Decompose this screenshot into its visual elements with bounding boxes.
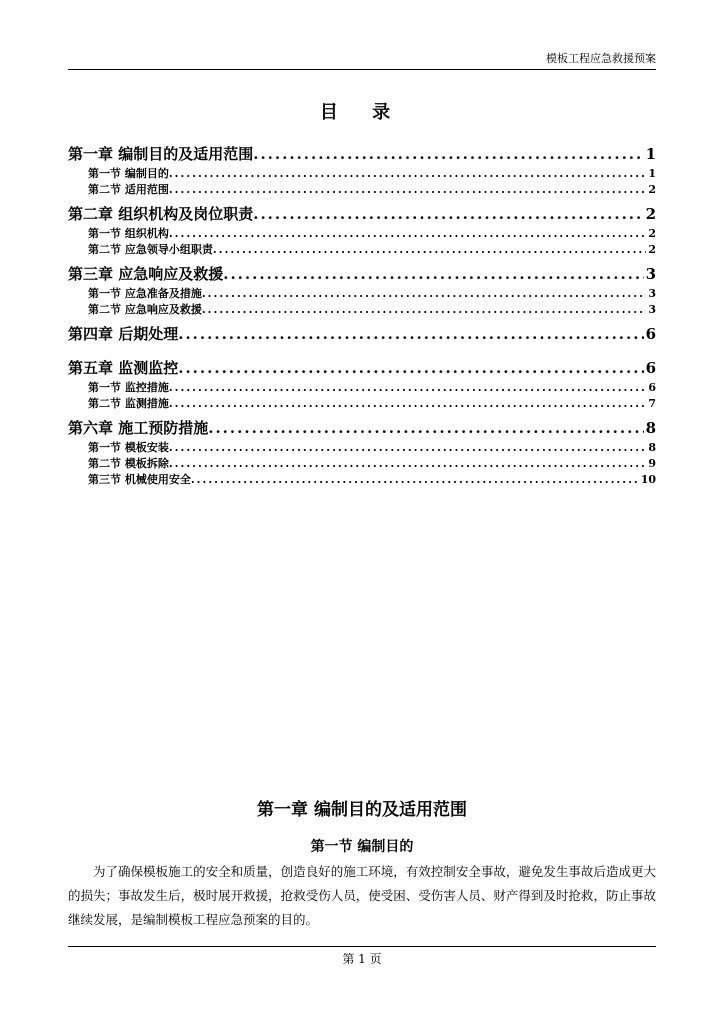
- toc-page-number: 7: [648, 397, 656, 410]
- toc-leader-dots: [169, 440, 647, 456]
- body-paragraph: 为了确保模板施工的安全和质量，创造良好的施工环境，有效控制安全事故，避免发生事故后造成更大的损失；事故发生后，极时展开救援，抢救受伤人员，使受困、受伤害人员、财产得到及时抢救，防止事故继续发展，是编制模板工程应急预案的目的。: [68, 864, 656, 927]
- toc-chapter-3[interactable]: [68, 262, 656, 286]
- toc-page-number: 6: [645, 325, 656, 343]
- toc-section-6-3[interactable]: [68, 472, 656, 488]
- toc-page-number: 2: [648, 227, 656, 240]
- toc-section-label: 第一节 模板安装: [88, 441, 169, 454]
- toc-leader-dots: [169, 396, 647, 412]
- toc-leader-dots: [169, 380, 647, 396]
- toc-chapter-label: 第四章 后期处理: [68, 325, 179, 343]
- toc-page-number: 2: [645, 205, 656, 223]
- toc-page-number: 6: [648, 381, 656, 394]
- toc-leader-dots: [178, 322, 643, 346]
- toc-section-label: 第二节 模板拆除: [88, 457, 169, 470]
- toc-section-label: 第二节 监测措施: [88, 397, 169, 410]
- footer-page-label: 第 1 页: [342, 952, 382, 966]
- toc-section-5-1[interactable]: [68, 380, 656, 396]
- toc-chapter-label: 第六章 施工预防措施: [68, 419, 209, 437]
- toc-title: 目 录: [319, 102, 405, 123]
- toc-section-1-2[interactable]: [68, 182, 656, 198]
- toc-section-label: 第二节 应急领导小组职责: [88, 243, 213, 256]
- toc-leader-dots: [253, 202, 643, 226]
- toc-section-label: 第一节 组织机构: [88, 227, 169, 240]
- toc-chapter-label: 第五章 监测监控: [68, 359, 179, 377]
- toc-section-6-1[interactable]: [68, 440, 656, 456]
- toc-chapter-2[interactable]: [68, 202, 656, 226]
- toc-section-2-2[interactable]: [68, 242, 656, 258]
- toc-page-number: 1: [645, 145, 656, 163]
- chapter-heading: 第一章 编制目的及适用范围: [257, 800, 467, 820]
- toc-leader-dots: [202, 302, 647, 318]
- toc-leader-dots: [178, 356, 643, 380]
- toc-chapter-label: 第一章 编制目的及适用范围: [68, 145, 254, 163]
- toc-chapter-4[interactable]: [68, 322, 656, 346]
- table-of-contents: [68, 138, 656, 488]
- toc-section-5-2[interactable]: [68, 396, 656, 412]
- toc-leader-dots: [208, 416, 643, 440]
- footer-rule: [68, 946, 656, 947]
- toc-page-number: 2: [648, 183, 656, 196]
- running-header: [68, 50, 656, 70]
- toc-chapter-6[interactable]: [68, 416, 656, 440]
- section-heading: 第一节 编制目的: [310, 839, 414, 855]
- toc-chapter-1[interactable]: [68, 142, 656, 166]
- toc-section-label: 第一节 监控措施: [88, 381, 169, 394]
- toc-leader-dots: [191, 472, 639, 488]
- toc-page-number: 1: [648, 167, 656, 180]
- toc-page-number: 9: [648, 457, 656, 470]
- toc-section-label: 第一节 应急准备及措施: [88, 287, 202, 300]
- toc-page-number: 6: [645, 359, 656, 377]
- toc-page-number: 3: [645, 265, 656, 283]
- toc-section-6-2[interactable]: [68, 456, 656, 472]
- toc-page-number: 10: [640, 473, 656, 486]
- toc-section-3-1[interactable]: [68, 286, 656, 302]
- toc-section-1-1[interactable]: [68, 166, 656, 182]
- toc-chapter-5[interactable]: [68, 356, 656, 380]
- toc-leader-dots: [169, 182, 647, 198]
- toc-page-number: 8: [648, 441, 656, 454]
- toc-section-3-2[interactable]: [68, 302, 656, 318]
- toc-leader-dots: [202, 286, 647, 302]
- toc-section-label: 第三节 机械使用安全: [88, 473, 191, 486]
- toc-page-number: 8: [645, 419, 656, 437]
- toc-leader-dots: [169, 456, 647, 472]
- header-doc-title: 模板工程应急救援预案: [546, 52, 656, 65]
- toc-chapter-label: 第三章 应急响应及救援: [68, 265, 224, 283]
- toc-leader-dots: [223, 262, 643, 286]
- toc-section-label: 第二节 适用范围: [88, 183, 169, 196]
- toc-leader-dots: [253, 142, 643, 166]
- toc-page-number: 2: [648, 243, 656, 256]
- toc-leader-dots: [169, 166, 647, 182]
- toc-page-number: 3: [648, 303, 656, 316]
- toc-section-2-1[interactable]: [68, 226, 656, 242]
- toc-chapter-label: 第二章 组织机构及岗位职责: [68, 205, 254, 223]
- toc-leader-dots: [169, 226, 647, 242]
- page-footer: [0, 950, 724, 967]
- toc-section-label: 第二节 应急响应及救援: [88, 303, 202, 316]
- toc-leader-dots: [213, 242, 647, 258]
- toc-section-label: 第一节 编制目的: [88, 167, 169, 180]
- toc-page-number: 3: [648, 287, 656, 300]
